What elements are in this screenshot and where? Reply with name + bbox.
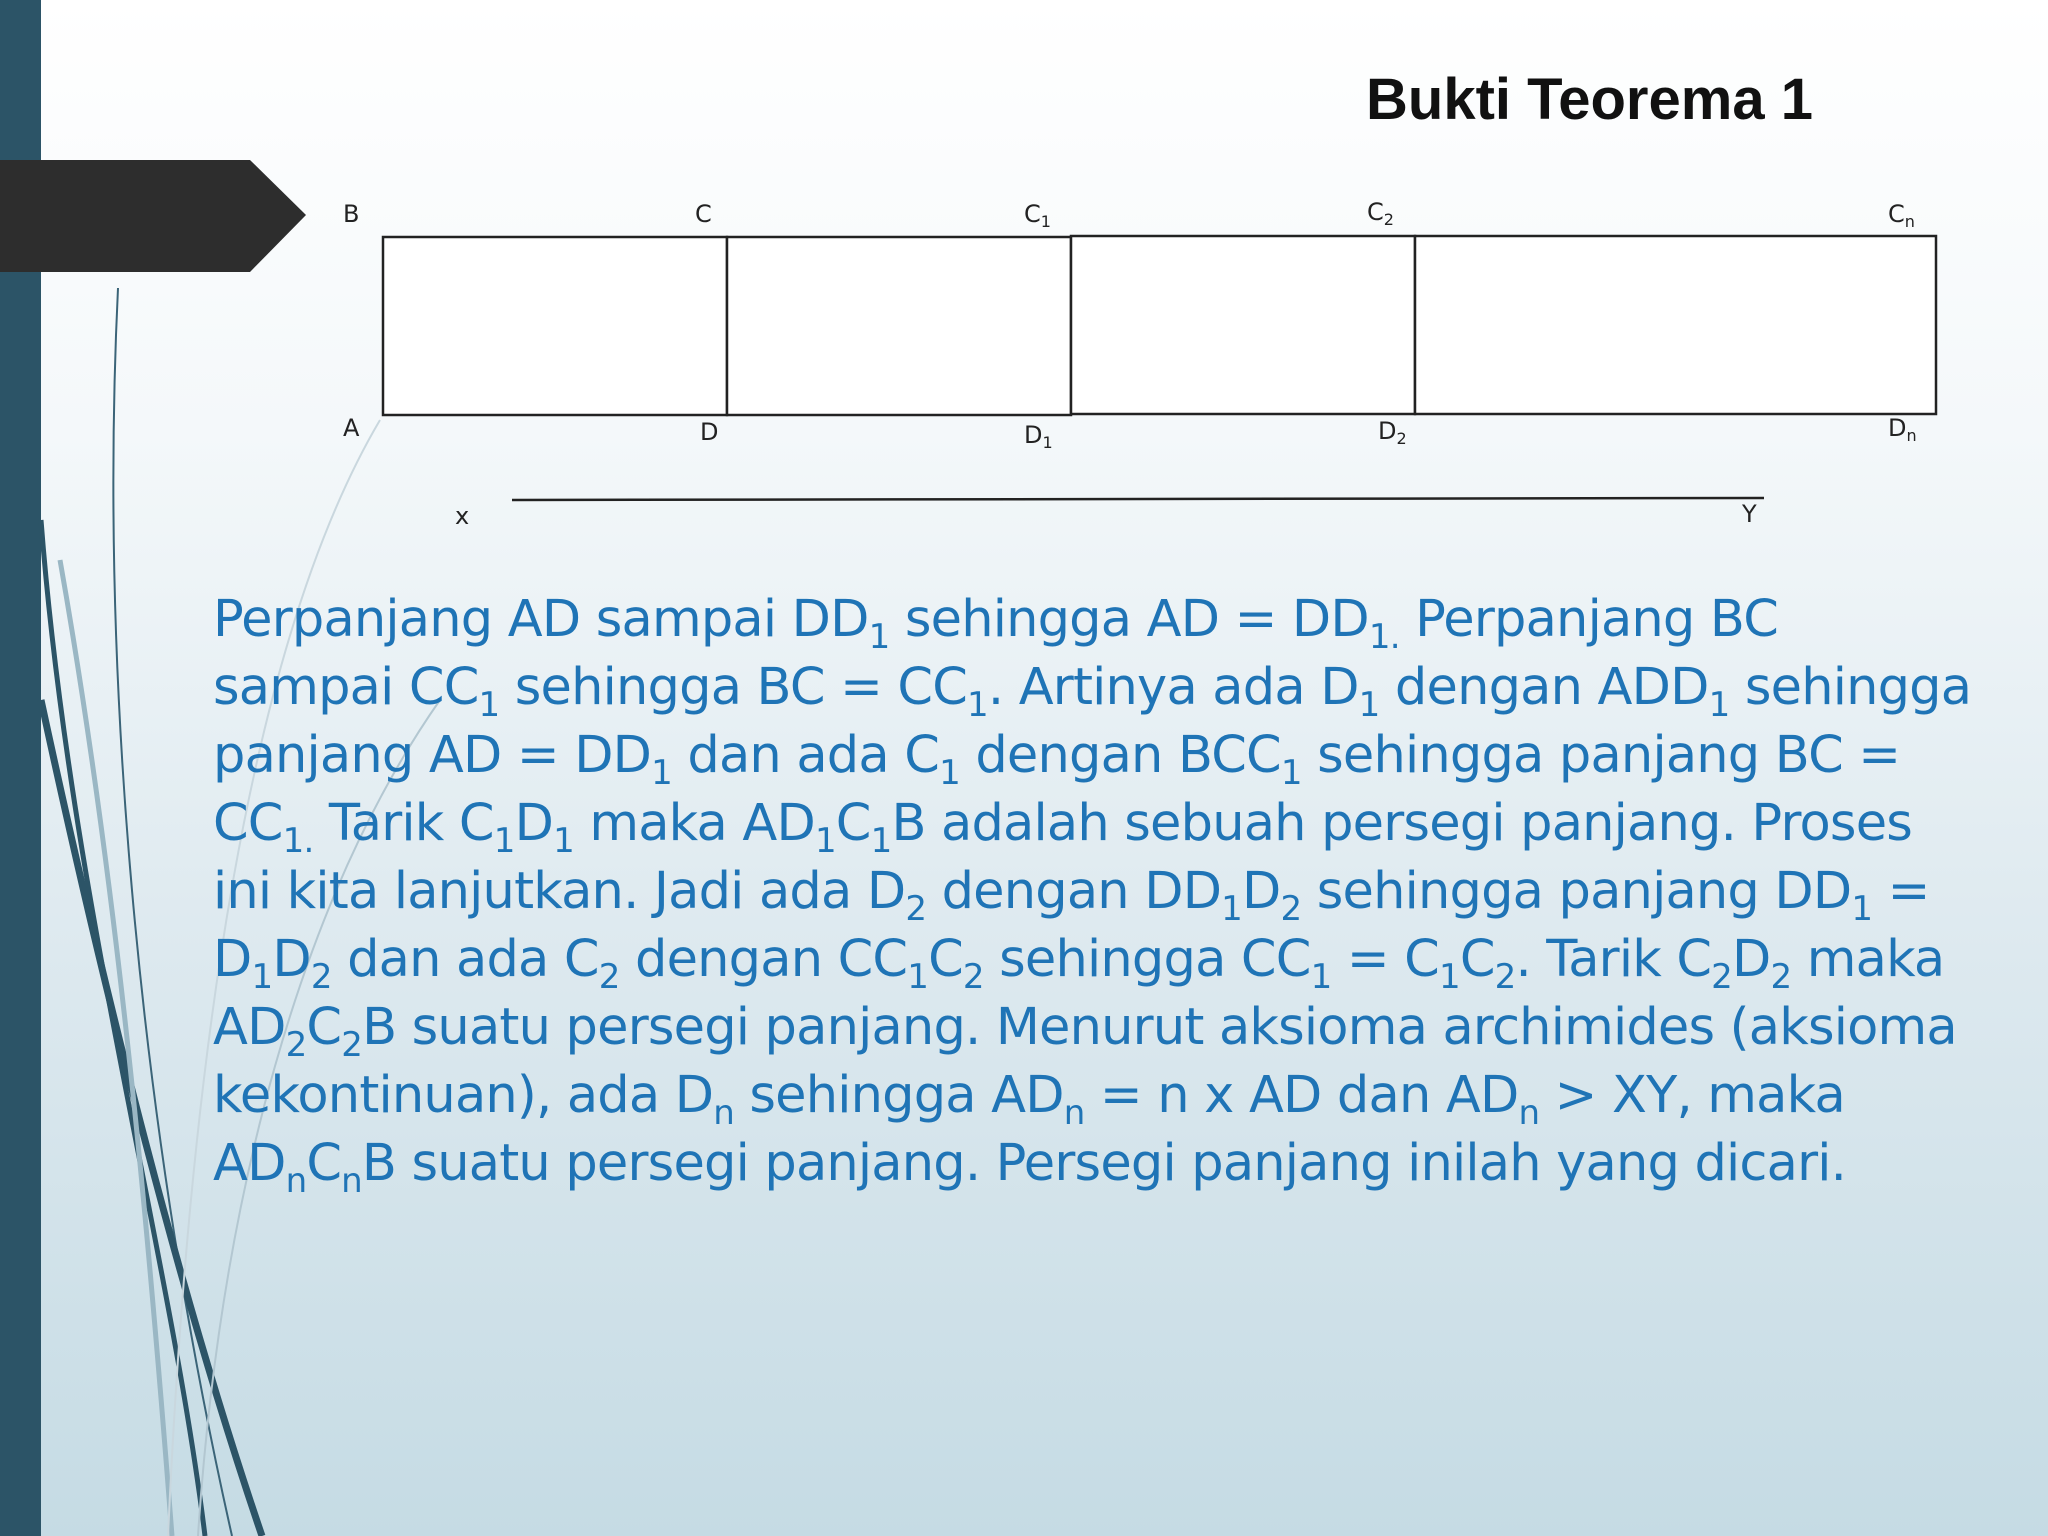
subscript: 2 — [285, 1025, 307, 1065]
rect-CDD1C1 — [727, 237, 1071, 415]
subscript: 2 — [962, 957, 984, 997]
segment-XY — [512, 498, 1764, 500]
paragraph-line — [213, 586, 2013, 657]
subscript: 1 — [1708, 685, 1730, 725]
text-segment: panjang AD = DD — [213, 726, 652, 785]
text-segment: dan ada C — [331, 930, 599, 989]
subscript: n — [1063, 1093, 1085, 1133]
text-segment: = n x AD dan AD — [1084, 1066, 1519, 1125]
label-A: A — [343, 414, 360, 442]
subscript: 1 — [1221, 889, 1243, 929]
text-segment: sehingga panjang BC = — [1301, 726, 1901, 785]
text-segment: maka AD — [573, 794, 815, 853]
paragraph-line — [213, 790, 2013, 861]
text-segment: dengan BCC — [959, 726, 1281, 785]
text-segment: dengan ADD — [1379, 658, 1709, 717]
subscript: 2 — [1280, 889, 1302, 929]
paragraph-line — [213, 654, 2013, 725]
paragraph-line — [213, 926, 2013, 997]
text-segment: = C — [1331, 930, 1439, 989]
subscript: 2 — [310, 957, 332, 997]
text-segment: C — [928, 930, 963, 989]
text-segment: . Tarik C — [1515, 930, 1712, 989]
text-segment: sampai CC — [213, 658, 479, 717]
subscript: 1 — [967, 685, 988, 725]
subscript: 2 — [598, 957, 620, 997]
text-segment: dengan CC — [619, 930, 908, 989]
subscript: 2 — [341, 1025, 363, 1065]
text-segment: D — [272, 930, 311, 989]
text-segment: AD — [213, 998, 286, 1057]
subscript: n — [1518, 1093, 1540, 1133]
text-segment: kekontinuan), ada D — [213, 1066, 714, 1125]
subscript: 1 — [1851, 889, 1873, 929]
rect-C1D1D2C2 — [1071, 236, 1415, 414]
subscript: 1. — [1368, 617, 1400, 657]
paragraph-line — [213, 1062, 2013, 1133]
subscript: 1 — [1358, 685, 1380, 725]
label-B: B — [343, 200, 360, 228]
subscript: 1 — [478, 685, 500, 725]
subscript: 2 — [1494, 957, 1516, 997]
text-segment: maka — [1791, 930, 1945, 989]
subscript: 1 — [870, 821, 892, 861]
subscript: 1 — [814, 821, 836, 861]
text-segment: dan ada C — [671, 726, 940, 785]
text-segment: D — [514, 794, 554, 853]
subscript: 2 — [905, 889, 927, 929]
subscript: n — [713, 1093, 734, 1133]
text-segment: D — [213, 930, 252, 989]
subscript: 1 — [868, 617, 890, 657]
text-segment: Tarik C — [313, 794, 494, 853]
subscript: 1 — [493, 821, 515, 861]
text-segment: dengan DD — [926, 862, 1222, 921]
label-D2: $D_2$ — [1378, 417, 1407, 448]
label-Cn: $C_n$ — [1888, 200, 1915, 231]
text-segment: CC — [213, 794, 283, 853]
subscript: 1 — [553, 821, 574, 861]
subscript: n — [341, 1161, 362, 1201]
rect-C2D2DnCn — [1415, 236, 1936, 414]
text-segment: C — [1459, 930, 1495, 989]
text-segment: = — [1872, 862, 1930, 921]
subscript: 1 — [1438, 957, 1460, 997]
text-segment: D — [1242, 862, 1281, 921]
subscript: 1. — [282, 821, 314, 861]
slide-title: Bukti Teorema 1 — [1366, 67, 1813, 132]
label-D: D — [700, 418, 719, 446]
rect-ABCD — [383, 237, 727, 415]
text-segment: ini kita lanjutkan. Jadi ada D — [213, 862, 906, 921]
text-segment: sehingga — [1729, 658, 1972, 717]
text-segment: sehingga panjang DD — [1301, 862, 1852, 921]
subscript: 1 — [939, 753, 960, 793]
text-segment: > XY, maka — [1539, 1066, 1845, 1125]
subscript: 2 — [1770, 957, 1792, 997]
subscript: 1 — [1280, 753, 1302, 793]
text-segment: B suatu persegi panjang. Menurut aksioma archimides (aksioma — [362, 998, 1957, 1057]
text-segment: sehingga AD = DD — [889, 590, 1369, 649]
text-segment: Perpanjang BC — [1399, 590, 1779, 649]
label-C2: $C_2$ — [1367, 198, 1394, 229]
subscript: 1 — [651, 753, 672, 793]
text-segment: AD — [213, 1134, 286, 1193]
subscript: 1 — [1310, 957, 1332, 997]
text-segment: C — [835, 794, 871, 853]
text-segment: C — [306, 998, 342, 1057]
text-segment: sehingga AD — [733, 1066, 1064, 1125]
text-segment: B suatu persegi panjang. Persegi panjang inilah yang dicari. — [361, 1134, 1847, 1193]
paragraph-line — [213, 1130, 2013, 1201]
subscript: 2 — [1711, 957, 1733, 997]
label-Dn: $D_n$ — [1888, 414, 1917, 445]
label-D1: $D_1$ — [1024, 421, 1053, 452]
proof-paragraph — [213, 586, 2013, 1201]
subscript: 1 — [907, 957, 929, 997]
label-C: C — [695, 200, 712, 228]
text-segment: . Artinya ada D — [987, 658, 1359, 717]
text-segment: Perpanjang AD sampai DD — [213, 590, 869, 649]
label-C1: $C_1$ — [1024, 200, 1051, 231]
subscript: 1 — [251, 957, 273, 997]
paragraph-line — [213, 722, 2013, 793]
text-segment: B adalah sebuah persegi panjang. Proses — [891, 794, 1913, 853]
label-Y: Y — [1742, 500, 1757, 528]
paragraph-line — [213, 858, 2013, 929]
text-segment: D — [1732, 930, 1771, 989]
paragraph-line — [213, 994, 2013, 1065]
subscript: n — [285, 1161, 307, 1201]
text-segment: sehingga CC — [983, 930, 1311, 989]
label-x: x — [455, 502, 470, 530]
text-segment: C — [306, 1134, 342, 1193]
text-segment: sehingga BC = CC — [499, 658, 968, 717]
